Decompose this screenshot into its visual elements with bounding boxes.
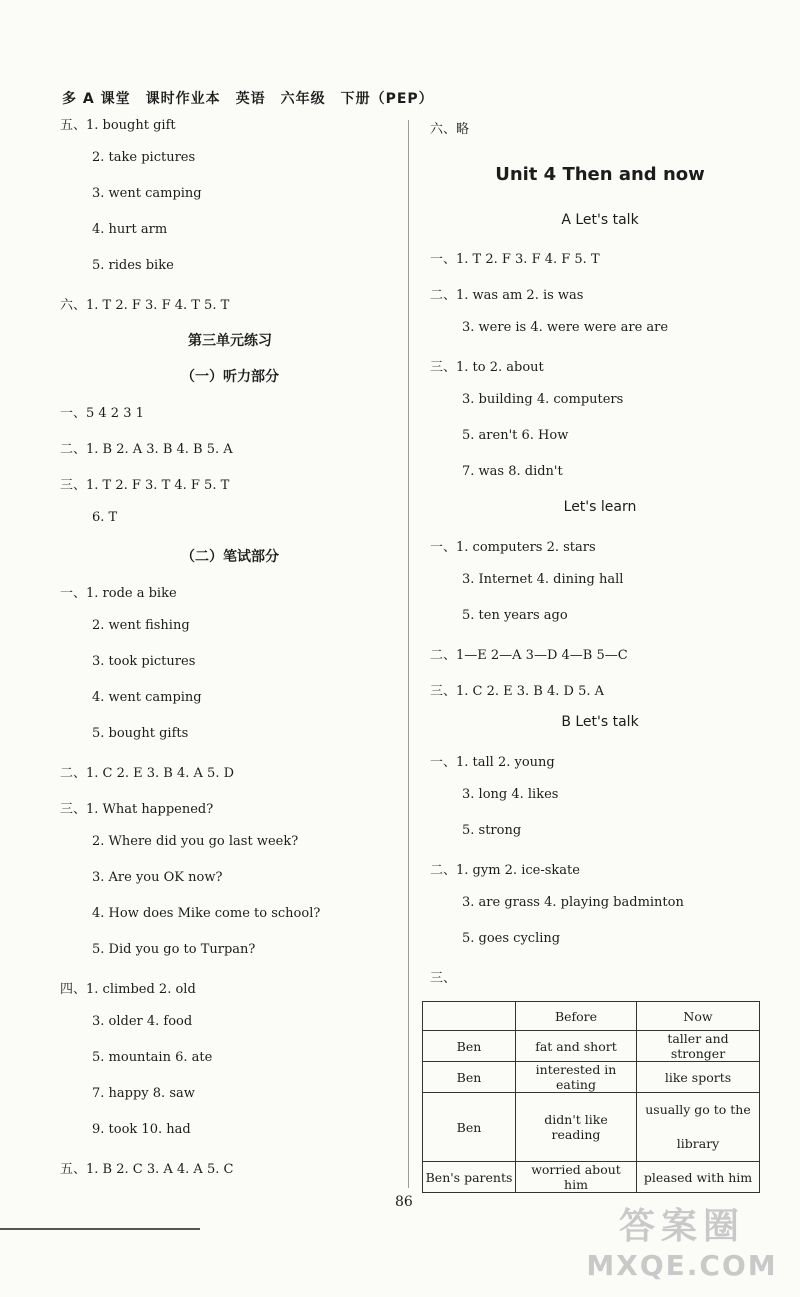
answer-line: 4. went camping xyxy=(92,690,202,705)
answer-line: 5. mountain 6. ate xyxy=(92,1050,213,1065)
table-cell: like sports xyxy=(637,1062,760,1093)
answer-line: 六、1. T 2. F 3. F 4. T 5. T xyxy=(60,298,230,313)
answer-line: 4. hurt arm xyxy=(92,222,168,237)
answer-line: 3. Are you OK now? xyxy=(92,870,223,885)
answer-line: 一、1. computers 2. stars xyxy=(430,540,596,555)
table-cell: didn't like reading xyxy=(516,1093,637,1162)
table-cell: fat and short xyxy=(516,1031,637,1062)
answer-line: 一、5 4 2 3 1 xyxy=(60,406,144,421)
answer-line: 3. long 4. likes xyxy=(462,787,559,802)
bottom-rule xyxy=(0,1228,200,1230)
answer-line: 5. aren't 6. How xyxy=(462,428,569,443)
answer-line: 三、1. C 2. E 3. B 4. D 5. A xyxy=(430,684,605,699)
answer-line: 二、1. B 2. A 3. B 4. B 5. A xyxy=(60,442,233,457)
table-cell: Ben xyxy=(423,1062,516,1093)
answer-line: 六、略 xyxy=(430,122,470,137)
section-subtitle: （二）笔试部分 xyxy=(181,549,279,565)
answer-line: 2. take pictures xyxy=(92,150,196,165)
lesson-title: Let's learn xyxy=(563,499,637,515)
answer-line: 3. building 4. computers xyxy=(462,392,624,407)
answer-line: 一、1. rode a bike xyxy=(60,586,177,601)
answer-line: 二、1—E 2—A 3—D 4—B 5—C xyxy=(430,648,628,663)
answer-line: 3. Internet 4. dining hall xyxy=(462,572,624,587)
table-cell: interested in eating xyxy=(516,1062,637,1093)
answer-line: 三、1. T 2. F 3. T 4. F 5. T xyxy=(60,478,230,493)
table-header-row xyxy=(423,1002,760,1031)
answer-line: 4. How does Mike come to school? xyxy=(92,906,321,921)
answer-line: 9. took 10. had xyxy=(92,1122,191,1137)
before-now-table xyxy=(422,1001,760,1193)
answer-line: 一、1. T 2. F 3. F 4. F 5. T xyxy=(430,252,600,267)
answer-line: 一、1. tall 2. young xyxy=(430,755,555,770)
answer-line: 5. Did you go to Turpan? xyxy=(92,942,256,957)
table-cell: worried about him xyxy=(516,1162,637,1193)
table-row xyxy=(423,1162,760,1193)
answer-line: 5. strong xyxy=(462,823,522,838)
table-cell: Ben xyxy=(423,1031,516,1062)
answer-line: 7. happy 8. saw xyxy=(92,1086,195,1101)
book-header: 多 A 课堂 课时作业本 英语 六年级 下册（PEP） xyxy=(62,91,434,107)
section-subtitle: （一）听力部分 xyxy=(181,369,279,385)
page-number: 86 xyxy=(395,1194,413,1210)
answer-line: 2. Where did you go last week? xyxy=(92,834,299,849)
answer-line: 5. goes cycling xyxy=(462,931,561,946)
table-cell: Ben xyxy=(423,1093,516,1162)
answer-line: 3. are grass 4. playing badminton xyxy=(462,895,684,910)
answer-line: 三、1. to 2. about xyxy=(430,360,544,375)
answer-line: 3. took pictures xyxy=(92,654,196,669)
answer-line: 三、1. What happened? xyxy=(60,802,214,817)
answer-line: 3. went camping xyxy=(92,186,202,201)
table-cell: taller and stronger xyxy=(637,1031,760,1062)
answer-line: 二、1. was am 2. is was xyxy=(430,288,584,303)
answer-line: 5. rides bike xyxy=(92,258,174,273)
watermark-url: MXQE.COM xyxy=(586,1249,778,1282)
table-header-cell: Before xyxy=(516,1002,637,1031)
table-row xyxy=(423,1062,760,1093)
answer-line: 7. was 8. didn't xyxy=(462,464,563,479)
table-row xyxy=(423,1093,760,1162)
answer-line: 四、1. climbed 2. old xyxy=(60,982,196,997)
column-divider xyxy=(408,120,409,1188)
table-cell: pleased with him xyxy=(637,1162,760,1193)
watermark-logo xyxy=(582,1205,782,1291)
answer-line: 3. were is 4. were were are are xyxy=(462,320,669,335)
unit-title: Unit 4 Then and now xyxy=(495,164,705,185)
answer-line: 二、1. gym 2. ice-skate xyxy=(430,863,580,878)
table-header-cell xyxy=(423,1002,516,1031)
answer-line: 6. T xyxy=(92,510,118,525)
lesson-title: A Let's talk xyxy=(561,212,639,228)
table-row xyxy=(423,1031,760,1062)
answer-line: 2. went fishing xyxy=(92,618,190,633)
answer-line: 三、 xyxy=(430,971,457,986)
answer-line: 五、1. bought gift xyxy=(60,118,176,133)
answer-line: 二、1. C 2. E 3. B 4. A 5. D xyxy=(60,766,235,781)
table-header-cell: Now xyxy=(637,1002,760,1031)
answer-line: 五、1. B 2. C 3. A 4. A 5. C xyxy=(60,1162,234,1177)
answer-line: 3. older 4. food xyxy=(92,1014,193,1029)
section-title: 第三单元练习 xyxy=(188,333,272,349)
watermark-text: 答案圈 xyxy=(618,1206,745,1247)
table-cell: Ben's parents xyxy=(423,1162,516,1193)
answer-line: 5. bought gifts xyxy=(92,726,189,741)
table-cell: usually go to the library xyxy=(637,1093,760,1162)
answer-line: 5. ten years ago xyxy=(462,608,568,623)
lesson-title: B Let's talk xyxy=(561,714,639,730)
